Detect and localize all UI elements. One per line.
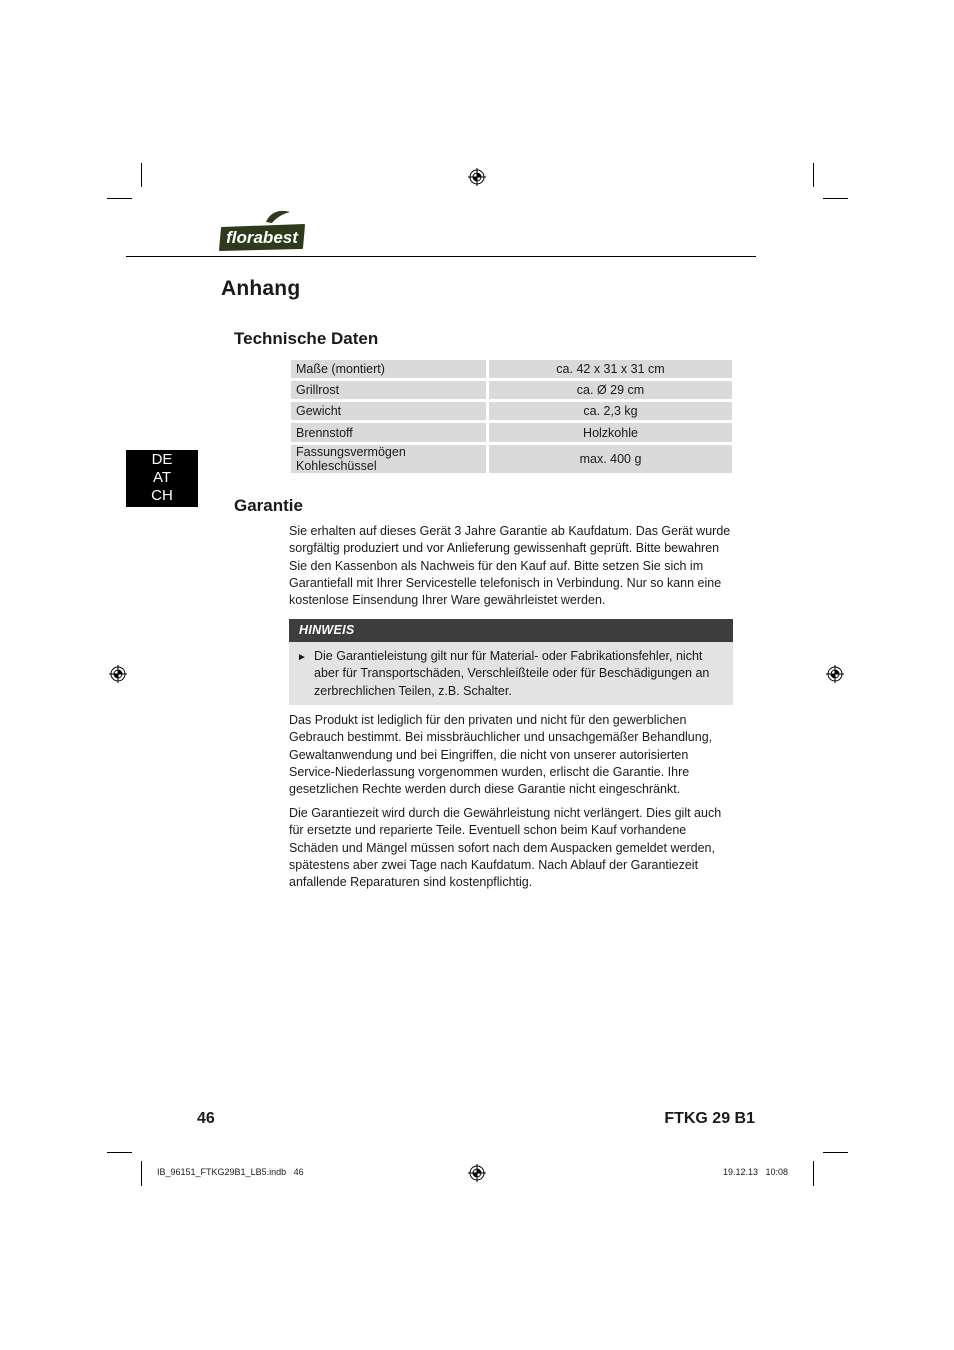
warranty-paragraph: Sie erhalten auf dieses Gerät 3 Jahre Garantie ab Kaufdatum. Das Gerät wurde sorgfältig produziert und vor Anlieferung gewissenhaft geprüft. Bitte bewahren Sie den Kassenbon als Nachweis für den Kauf auf. Bitte setzen Sie sich im Garantiefall mit Ihrer Servicestelle telefonisch in Verbindung. Nur so kann eine kostenlose Einsendung Ihrer Ware gewährleistet werden. — [289, 524, 731, 608]
crop-mark — [107, 1152, 132, 1153]
florabest-logo — [218, 210, 308, 252]
table-row — [291, 445, 732, 476]
spec-value: Holzkohle — [489, 423, 732, 445]
model-number: FTKG 29 B1 — [664, 1110, 755, 1127]
spec-value: ca. 42 x 31 x 31 cm — [489, 360, 732, 381]
spec-label: Brennstoff — [291, 423, 489, 445]
warranty-paragraph: Die Garantiezeit wird durch die Gewährleistung nicht verlängert. Dies gilt auch für ersetzte und reparierte Teile. Eventuell schon beim Kauf vorhandene Schäden und Mängel müssen sofort nach dem Auspacken gemeldet werden, spätestens aber zwei Tage nach Kaufdatum. Nach Ablauf der Garantiezeit anfallende Reparaturen sind kostenpflichtig. — [289, 806, 722, 890]
table-row — [291, 360, 732, 381]
spec-label: Maße (montiert) — [291, 360, 489, 381]
spec-label: Gewicht — [291, 402, 489, 423]
note-box — [289, 619, 733, 705]
page-number: 46 — [197, 1110, 215, 1127]
table-row — [291, 381, 732, 402]
crop-mark — [107, 198, 132, 199]
language-code: DE — [151, 451, 173, 468]
warranty-heading: Garantie — [234, 496, 303, 515]
registration-mark-icon — [468, 168, 486, 186]
crop-mark — [823, 1152, 848, 1153]
crop-mark — [813, 163, 814, 187]
technical-data-table — [291, 360, 732, 476]
page-title: Anhang — [221, 277, 301, 300]
warranty-paragraph: Das Produkt ist lediglich für den privaten und nicht für den gewerblichen Gebrauch bestimmt. Bei missbräuchlicher und unsachgemäßer Behandlung, Gewaltanwendung und bei Eingriffen, die nicht von unserer autorisierten Service-Niederlassung vorgenommen wurden, erlischt die Garantie. Ihre gesetzlichen Rechte werden durch diese Garantie nicht eingeschränkt. — [289, 713, 713, 797]
table-row — [291, 402, 732, 423]
registration-mark-icon — [468, 1164, 486, 1182]
print-slug-file: IB_96151_FTKG29B1_LB5.indb 46 — [157, 1167, 304, 1177]
crop-mark — [141, 1161, 142, 1186]
language-tab — [126, 450, 198, 507]
technical-data-heading: Technische Daten — [234, 329, 379, 348]
table-row — [291, 423, 732, 445]
header-rule — [126, 256, 756, 257]
registration-mark-icon — [826, 665, 844, 683]
spec-value: ca. Ø 29 cm — [489, 381, 732, 402]
language-code: AT — [152, 469, 172, 486]
print-slug-date: 19.12.13 10:08 — [723, 1167, 789, 1177]
crop-mark — [813, 1161, 814, 1186]
spec-value: max. 400 g — [489, 445, 732, 476]
language-code: CH — [151, 487, 173, 504]
spec-label: Fassungsvermögen Kohleschüssel — [291, 445, 489, 476]
spec-value: ca. 2,3 kg — [489, 402, 732, 423]
note-label: HINWEIS — [289, 619, 733, 642]
svg-text:florabest: florabest — [226, 228, 298, 247]
note-body — [289, 642, 733, 705]
crop-mark — [141, 163, 142, 187]
spec-label: Grillrost — [291, 381, 489, 402]
bullet-arrow-icon: ► — [297, 652, 307, 663]
crop-mark — [823, 198, 848, 199]
registration-mark-icon — [109, 665, 127, 683]
note-text: Die Garantieleistung gilt nur für Material- oder Fabrikationsfehler, nicht aber für Transportschäden, Verschleißteile oder für Beschädigungen an zerbrechlichen Teilen, z.B. Schalter. — [314, 649, 710, 698]
